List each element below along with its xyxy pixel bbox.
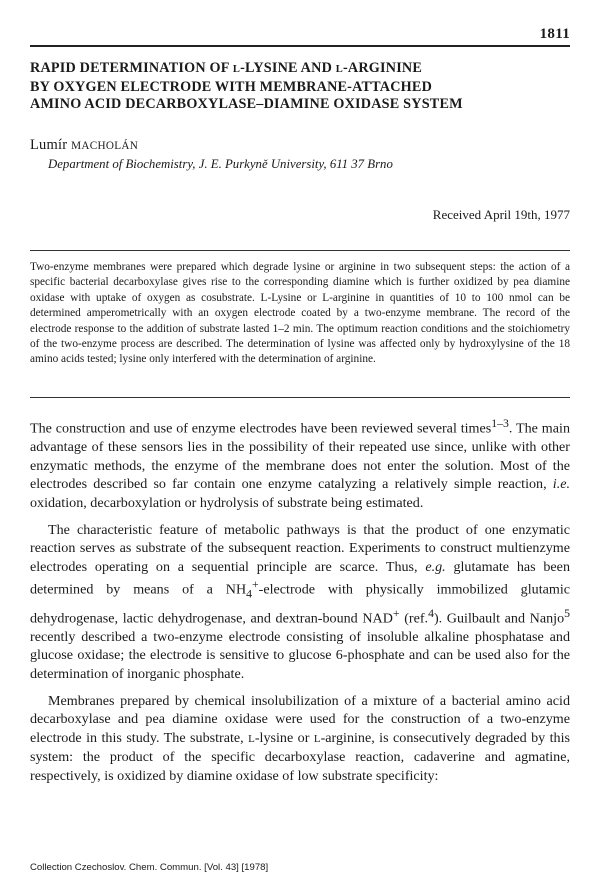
abstract-rule-bottom <box>30 397 570 398</box>
abstract-rule-top <box>30 250 570 251</box>
body-paragraph-2: The characteristic feature of metabolic pathways is that the product of one enzymatic reaction serves as substrate of the subsequent reaction. Experiments to construct multienzyme electrodes operating on a sequential principle are scarce. Thus, e.g. glutamate has been determined by means of a $NH_4^+$-electrode with physically immobilized glutamic dehydrogenase, lactic dehydrogenase, and dextran-bound NAD+ (ref.$^4$). Guilbault and Nanjo$^5$ recently described a two-enzyme electrode consisting of insoluble alkaline phosphatase and glucose oxidase; the electrode is sensitive to glucose 6-phosphate and can be used also for the determination of inorganic phosphate. <box>30 521 570 682</box>
header-rule <box>30 45 570 47</box>
article-body <box>30 415 570 794</box>
body-paragraph-1: The construction and use of enzyme electrodes have been reviewed several times$^{1-3}$. The main advantage of these sensors lies in the possibility of their repeated use since, unlike with other enzymatic methods, the enzyme of the membrane does not enter the solution. Most of the electrodes described so far contain one enzyme catalyzing a relatively simple reaction, i.e. oxidation, decarboxylation or hydrolysis of substrate being estimated. <box>30 417 570 512</box>
body-paragraph-3: Membranes prepared by chemical insolubilization of a mixture of a bacterial amino acid decarboxylase and pea diamine oxidase were used for the construction of a two-enzyme electrode in this study. The substrate, L-lysine or L-arginine, is consecutively degraded by this system: the product of the specific decarboxylase reaction, cadaverine and agmatine, respectively, is oxidized by diamine oxidase of low substrate specificity: <box>30 692 570 784</box>
received-date: Received April 19th, 1977 <box>432 207 570 222</box>
abstract: Two-enzyme membranes were prepared which degrade lysine or arginine in two subsequent steps: the action of a specific bacterial decarboxylase gives rise to the corresponding diamine which is further oxidized by pea diamine oxidase with uptake of oxygen as cosubstrate. L-Lysine or L-arginine in quantities of 10 to 100 nmol can be determined amperometrically with an oxygen electrode coated by a two-enzyme membrane. The record of the electrode response to the addition of substrate lasted 1–2 min. The optimum reaction conditions and the stoichiometry of the two-enzyme process are described. The determination of lysine was affected only by hydroxylysine of the 18 amino acids tested; lysine only interfered with the determination of arginine. <box>30 261 570 366</box>
author-name: Lumír MACHOLÁN <box>30 137 139 153</box>
journal-footer: Collection Czechoslov. Chem. Commun. [Vol. 43] [1978] <box>30 862 269 873</box>
title-line-3: AMINO ACID DECARBOXYLASE–DIAMINE OXIDASE SYSTEM <box>30 96 463 112</box>
title-line-1: RAPID DETERMINATION OF L-LYSINE AND L-ARGININE <box>30 60 423 76</box>
article-title <box>30 60 570 114</box>
title-line-2: BY OXYGEN ELECTRODE WITH MEMBRANE-ATTACHED <box>30 78 433 95</box>
author-affiliation: Department of Biochemistry, J. E. Purkyně University, 611 37 Brno <box>48 157 393 171</box>
page-number: 1811 <box>539 26 570 42</box>
